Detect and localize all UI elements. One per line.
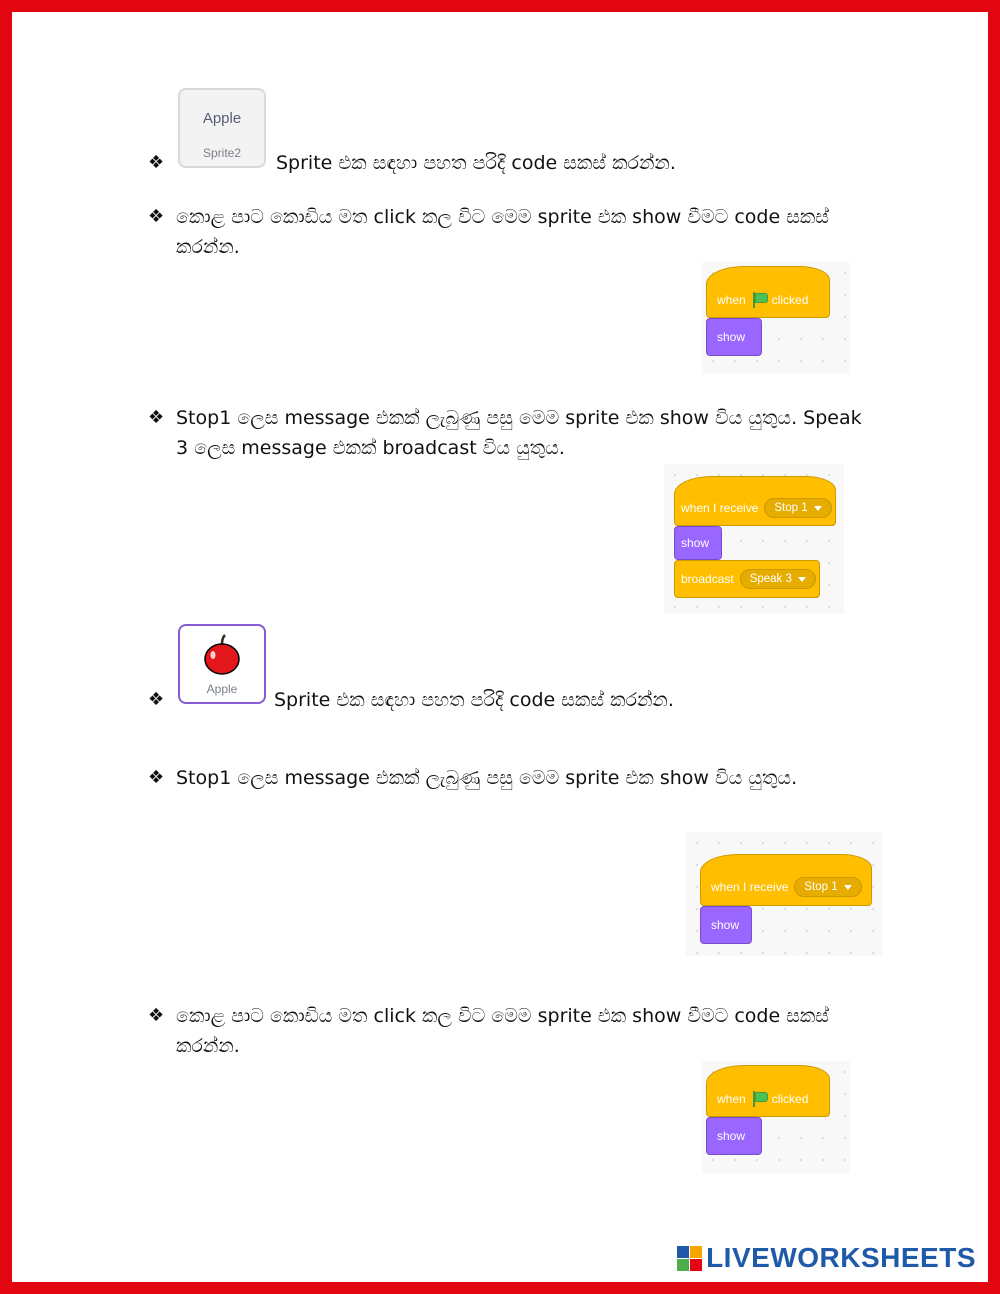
when-i-receive-block — [700, 854, 872, 906]
show-label: show — [717, 330, 746, 344]
message-option-label: Stop 1 — [804, 881, 838, 893]
apple-sprite-tile — [178, 624, 266, 704]
sprite2-name: Sprite2 — [202, 146, 242, 160]
show-block — [706, 1117, 762, 1155]
sprite2-thumb-text: Apple — [202, 110, 242, 127]
broadcast-block — [674, 560, 820, 598]
flag-task-2 — [148, 1001, 908, 1065]
bullet-icon: ❖ — [148, 407, 165, 428]
bullet-icon: ❖ — [148, 206, 165, 227]
liveworksheets-logo-mark — [677, 1246, 702, 1271]
flag-task-2-text: කොළ පාට කොඩිය මත click කල විට මෙම sprite එක show වීමට code සකස් කරන්න. — [176, 1005, 829, 1057]
flag-task-1 — [148, 202, 908, 266]
show-label: show — [711, 918, 740, 932]
bullet-icon: ❖ — [148, 767, 165, 788]
when-label: when — [717, 1092, 746, 1106]
show-label: show — [717, 1129, 746, 1143]
message-option-label: Stop 1 — [774, 502, 808, 514]
when-flag-clicked-block — [706, 266, 830, 318]
code-area-stop1-1 — [664, 464, 844, 614]
when-i-receive-label: when I receive — [681, 501, 759, 515]
worksheet-page — [12, 12, 988, 1282]
apple-intro-text: Sprite එක සඳහා පහත පරිදි code සකස් කරන්න. — [274, 689, 674, 711]
show-label: show — [681, 536, 710, 550]
bullet-icon: ❖ — [148, 1005, 165, 1026]
code-area-flag-1 — [702, 262, 850, 374]
broadcast-dropdown[interactable] — [740, 569, 816, 589]
show-block — [706, 318, 762, 356]
message-dropdown[interactable] — [794, 877, 861, 897]
when-label: when — [717, 293, 746, 307]
apple-sprite-name: Apple — [206, 682, 238, 696]
message-dropdown[interactable] — [764, 498, 831, 518]
when-i-receive-label: when I receive — [711, 880, 789, 894]
green-flag-icon — [752, 1091, 766, 1107]
clicked-label: clicked — [771, 293, 809, 307]
green-flag-icon — [752, 292, 766, 308]
code-area-flag-2 — [702, 1061, 850, 1173]
flag-task-1-text: කොළ පාට කොඩිය මත click කල විට මෙම sprite එක show වීමට code සකස් කරන්න. — [176, 206, 829, 258]
liveworksheets-logo — [677, 1244, 976, 1272]
show-block — [700, 906, 752, 944]
when-flag-clicked-block — [706, 1065, 830, 1117]
show-block — [674, 526, 722, 560]
sprite2-intro-text: Sprite එක සඳහා පහත පරිදි code සකස් කරන්න. — [276, 152, 676, 174]
stop1-task-1 — [148, 403, 908, 467]
apple-icon — [202, 634, 242, 676]
caret-down-icon — [844, 885, 852, 890]
when-i-receive-block — [674, 476, 836, 526]
liveworksheets-logo-text: LIVEWORKSHEETS — [706, 1242, 976, 1273]
broadcast-label: broadcast — [681, 572, 734, 586]
sprite2-tile — [178, 88, 266, 168]
caret-down-icon — [798, 577, 806, 582]
clicked-label: clicked — [771, 1092, 809, 1106]
broadcast-option-label: Speak 3 — [749, 573, 792, 585]
stop1-task-1-text: Stop1 ලෙස message එකක් ලැබුණු පසු මෙම sprite එක show විය යුතුය. Speak 3 ලෙස message එකක් broadcast විය යුතුය. — [176, 407, 862, 459]
bullet-icon: ❖ — [148, 152, 165, 173]
bullet-icon: ❖ — [148, 689, 165, 710]
code-area-stop1-2 — [686, 832, 882, 956]
stop1-task-2-text: Stop1 ලෙස message එකක් ලැබුණු පසු මෙම sprite එක show විය යුතුය. — [176, 767, 798, 789]
caret-down-icon — [814, 506, 822, 511]
